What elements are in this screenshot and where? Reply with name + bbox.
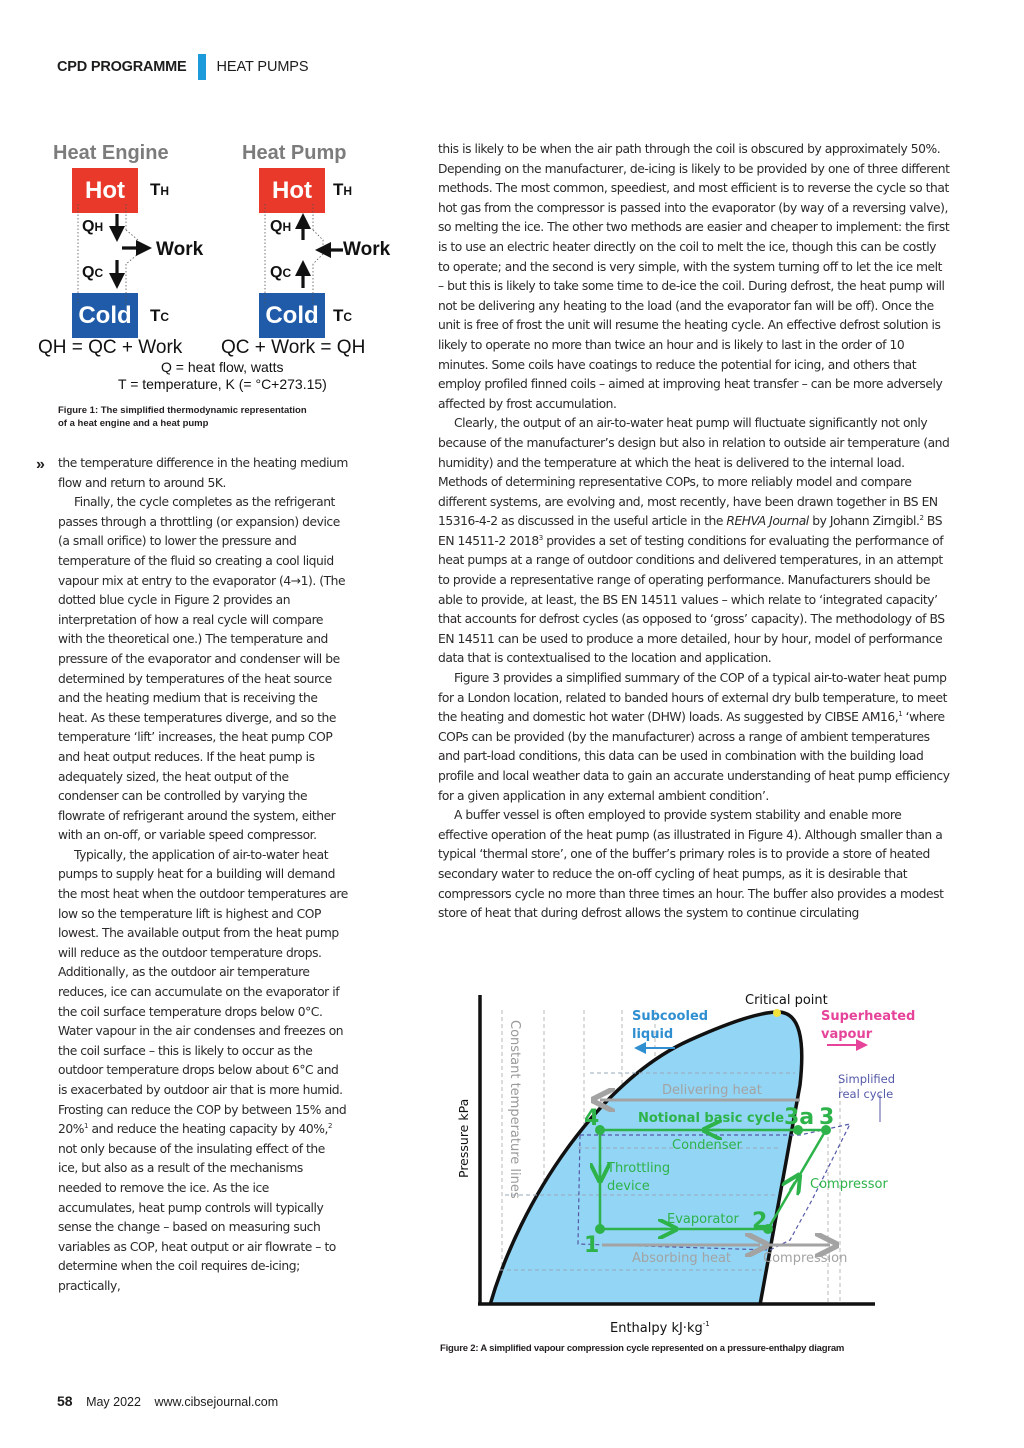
figure-2-caption: Figure 2: A simplified vapour compression cycle represented on a pressure-enthalpy diagram [440, 1343, 845, 1354]
engine-work-label: Work [156, 239, 204, 260]
real-cycle-label-1: Simplified [838, 1072, 896, 1086]
paragraph: A buffer vessel is often employed to provide system stability and enable more effective operation of the heat pump (as illustrated in Figure 4). Although smaller than a typical ‘thermal store’, one of the buffer’s primary roles is to provide a store of heated secondary water to reduce the on-off cycling of heat pumps, as it is desirable that compressors cycle no more than three times an hour. The buffer also provides a modest store of heat that during defrost allows the system to continue circulating [438, 808, 944, 921]
point-3-label: 3 [819, 1105, 835, 1130]
footnote-ref: 1 [83, 1122, 88, 1131]
figure-1-diagram [36, 138, 416, 398]
paragraph: Finally, the cycle completes as the refrigerant passes through a throttling (or expansion) device (a small orifice) to lower the pressure and temperature of the fluid so creating a cool liquid vapour mix at entry to the evaporator (4→1). (The dotted blue cycle in Figure 2 provides an interpretation of how a real cycle will compare with the theoretical one.) The temperature and pressure of the evaporator and condenser will be determined by temperatures of the heat source and the heating medium that is receiving the heat. As these temperatures diverge, and so the temperature ‘lift’ increases, the heat pump COP and heat output reduces. If the heat pump is adequately sized, the heat output of the condenser can be controlled by varying the flowrate of refrigerant around the system, either with an on-off, or variable speed compressor. [58, 495, 346, 843]
compression-label: Compression [763, 1251, 848, 1266]
page-number: 58 [57, 1393, 73, 1409]
real-cycle-label-2: real cycle [838, 1087, 894, 1101]
subcooled-label-1: Subcooled [632, 1009, 709, 1024]
notional-cycle-label: Notional basic cycle [638, 1111, 785, 1126]
page-footer [57, 1393, 278, 1409]
pump-th-label: TH [333, 180, 353, 199]
pump-tc-label: TC [333, 306, 353, 325]
topic-label: HEAT PUMPS [216, 59, 309, 75]
absorbing-heat-label: Absorbing heat [632, 1251, 732, 1266]
engine-th-label: TH [150, 180, 170, 199]
pump-hot-box: Hot [259, 168, 325, 213]
header-accent-bar [198, 54, 206, 80]
paragraph: Typically, the application of air-to-water heat pumps to supply heat for a building will demand the most heat when the outdoor temperatures are low so the temperature lift is highest and COP lowest. The available output from the heat pump will reduce as the outdoor temperature drops. Additionally, as the outdoor air temperature reduces, ice can accumulate on the evaporator if the coil surface temperature drops below 0°C. Water vapour in the air condenses and freezes on the coil surface – this is likely to occur as the outdoor temperature drops below about 6°C and is exacerbated by outdoor air that is more humid. Frosting can reduce the COP by between 15% and 20%$^1$ and reduce the heating capacity by 40%,$^2$ not only because of the insulating effect of the ice, but also as a result of the mechanisms needed to remove the ice. As the ice accumulates, heat pump controls will typically sense the change – based on measuring such variables as COP, heat output or air flowrate – to determine when the coil requires de-icing; practically, [58, 847, 348, 1293]
throttling-label-2: device [607, 1179, 650, 1194]
engine-cold-box: Cold [72, 293, 138, 338]
page-header [57, 57, 308, 77]
section-label: CPD PROGRAMME [57, 59, 187, 75]
point-2-label: 2 [752, 1209, 768, 1234]
footnote-ref: 2 [327, 1122, 332, 1131]
constant-temperature-label: Constant temperature lines [507, 1020, 522, 1199]
footnote-ref: 1 [898, 710, 903, 719]
critical-point-label: Critical point [745, 993, 828, 1008]
footnote-ref: 2 [919, 514, 924, 523]
pump-qh-label: QH [270, 218, 292, 235]
issue-date: May 2022 [86, 1395, 141, 1409]
paragraph: Clearly, the output of an air-to-water heat pump will fluctuate significantly not only because of the manufacturer’s design but also in relation to outside air temperature (and humidity) and the temperature at which the heat is delivered to the internal load. Methods of determining representative COPs, to more reliably model and compare different systems, are evolving and, most recently, have been drawn together in BS EN 15316-4-2 as discussed in the useful article in the REHVA Journal by Johann Zirngibl.$^2$ BS EN 14511-2 2018$^3$ provides a set of testing conditions for evaluating the performance of heat pumps at a range of outdoor conditions and delivered temperatures, in an attempt to provide a representative range of operating performance. Manufacturers should be able to provide, at least, the BS EN 14511 values – which relate to ‘integrated capacity’ that accounts for defrost cycles (as opposed to ‘gross’ capacity). The methodology of BS EN 14511 can be used to produce a more detailed, hour by hour, model of performance data that is contextualised to the location and application. [438, 416, 950, 666]
figure-2-ph-diagram [440, 985, 920, 1335]
delivering-heat-label: Delivering heat [662, 1083, 762, 1098]
paragraph: the temperature difference in the heating medium flow and return to around 5K. [58, 456, 348, 490]
left-column-text [58, 454, 348, 1297]
pump-equation: QC + Work = QH [221, 337, 366, 358]
superheated-label-1: Superheated [821, 1009, 916, 1024]
engine-qc-label: QC [82, 264, 104, 281]
figure-1-caption: Figure 1: The simplified thermodynamic representation of a heat engine and a heat pump [58, 405, 307, 429]
engine-qh-label: QH [82, 218, 104, 235]
engine-equation: QH = QC + Work [38, 337, 183, 358]
critical-point-marker [773, 1009, 781, 1017]
paragraph: this is likely to be when the air path through the coil is obscured by approximately 50%. Depending on the manufacturer, de-icing is likely to be provided by one of three different methods. The most common, speediest, and most efficient is to reverse the cycle so that hot gas from the compressor is passed into the evaporator (by way of a reversing valve), so melting the ice. The other two methods are easier and cheaper to implement: the first is to use an electric heater directly on the coil to melt the ice, though this can be costly to operate; and the second is very simple, with the system turning off to let the ice melt – but this is likely to take some time to de-ice the coil. During defrost, the heat pump will not be delivering any heating to the load (and the evaporator fan will be off). Once the unit is free of frost the unit will resume the heating cycle. An effective defrost solution is likely to operate no more than twice an hour and is likely to last in the order of 10 minutes. Some coils have coatings to reduce the potential for icing, and others that employ profiled finned coils – aimed at improving heat transfer – can be more adversely affected by frost accumulation. [438, 142, 950, 411]
compressor-label: Compressor [810, 1177, 888, 1192]
heat-pump-title: Heat Pump [242, 142, 347, 164]
q-definition: Q = heat flow, watts [161, 359, 284, 375]
t-definition: T = temperature, K (= °C+273.15) [118, 376, 327, 392]
condenser-label: Condenser [672, 1138, 742, 1153]
throttling-label-1: Throttling [607, 1161, 671, 1176]
pump-work-label: Work [343, 239, 391, 260]
point-3a-label: 3a [784, 1105, 815, 1130]
point-1-label: 1 [584, 1233, 600, 1258]
evaporator-label: Evaporator [667, 1212, 739, 1227]
subcooled-label-2: liquid [632, 1027, 674, 1042]
pump-qc-label: QC [270, 264, 292, 281]
paragraph: Figure 3 provides a simplified summary of the COP of a typical air-to-water heat pump for a London location, related to banded hours of external dry bulb temperature, to meet the heating and domestic hot water (DHW) loads. As suggested by CIBSE AM16,$^1$ ‘where COPs can be provided (by the manufacturer) across a range of ambient temperatures and part-load conditions, this data can be used in combination with the building load profile and local weather data to gain an accurate understanding of heat pump efficiency for a given application in any external ambient condition’. [438, 671, 950, 803]
continued-icon: » [36, 456, 45, 473]
pump-cold-box: Cold [259, 293, 325, 338]
website-link[interactable]: www.cibsejournal.com [154, 1395, 279, 1409]
footnote-ref: 3 [538, 533, 543, 542]
engine-hot-box: Hot [72, 168, 138, 213]
y-axis-label: Pressure kPa [456, 1098, 471, 1178]
heat-engine-title: Heat Engine [53, 142, 169, 164]
superheated-label-2: vapour [821, 1027, 873, 1042]
point-4-label: 4 [584, 1106, 600, 1131]
right-column-text [438, 140, 950, 924]
x-axis-label: Enthalpy $kJ\cdot kg^{-1}$ [610, 1320, 710, 1335]
engine-tc-label: TC [150, 306, 170, 325]
